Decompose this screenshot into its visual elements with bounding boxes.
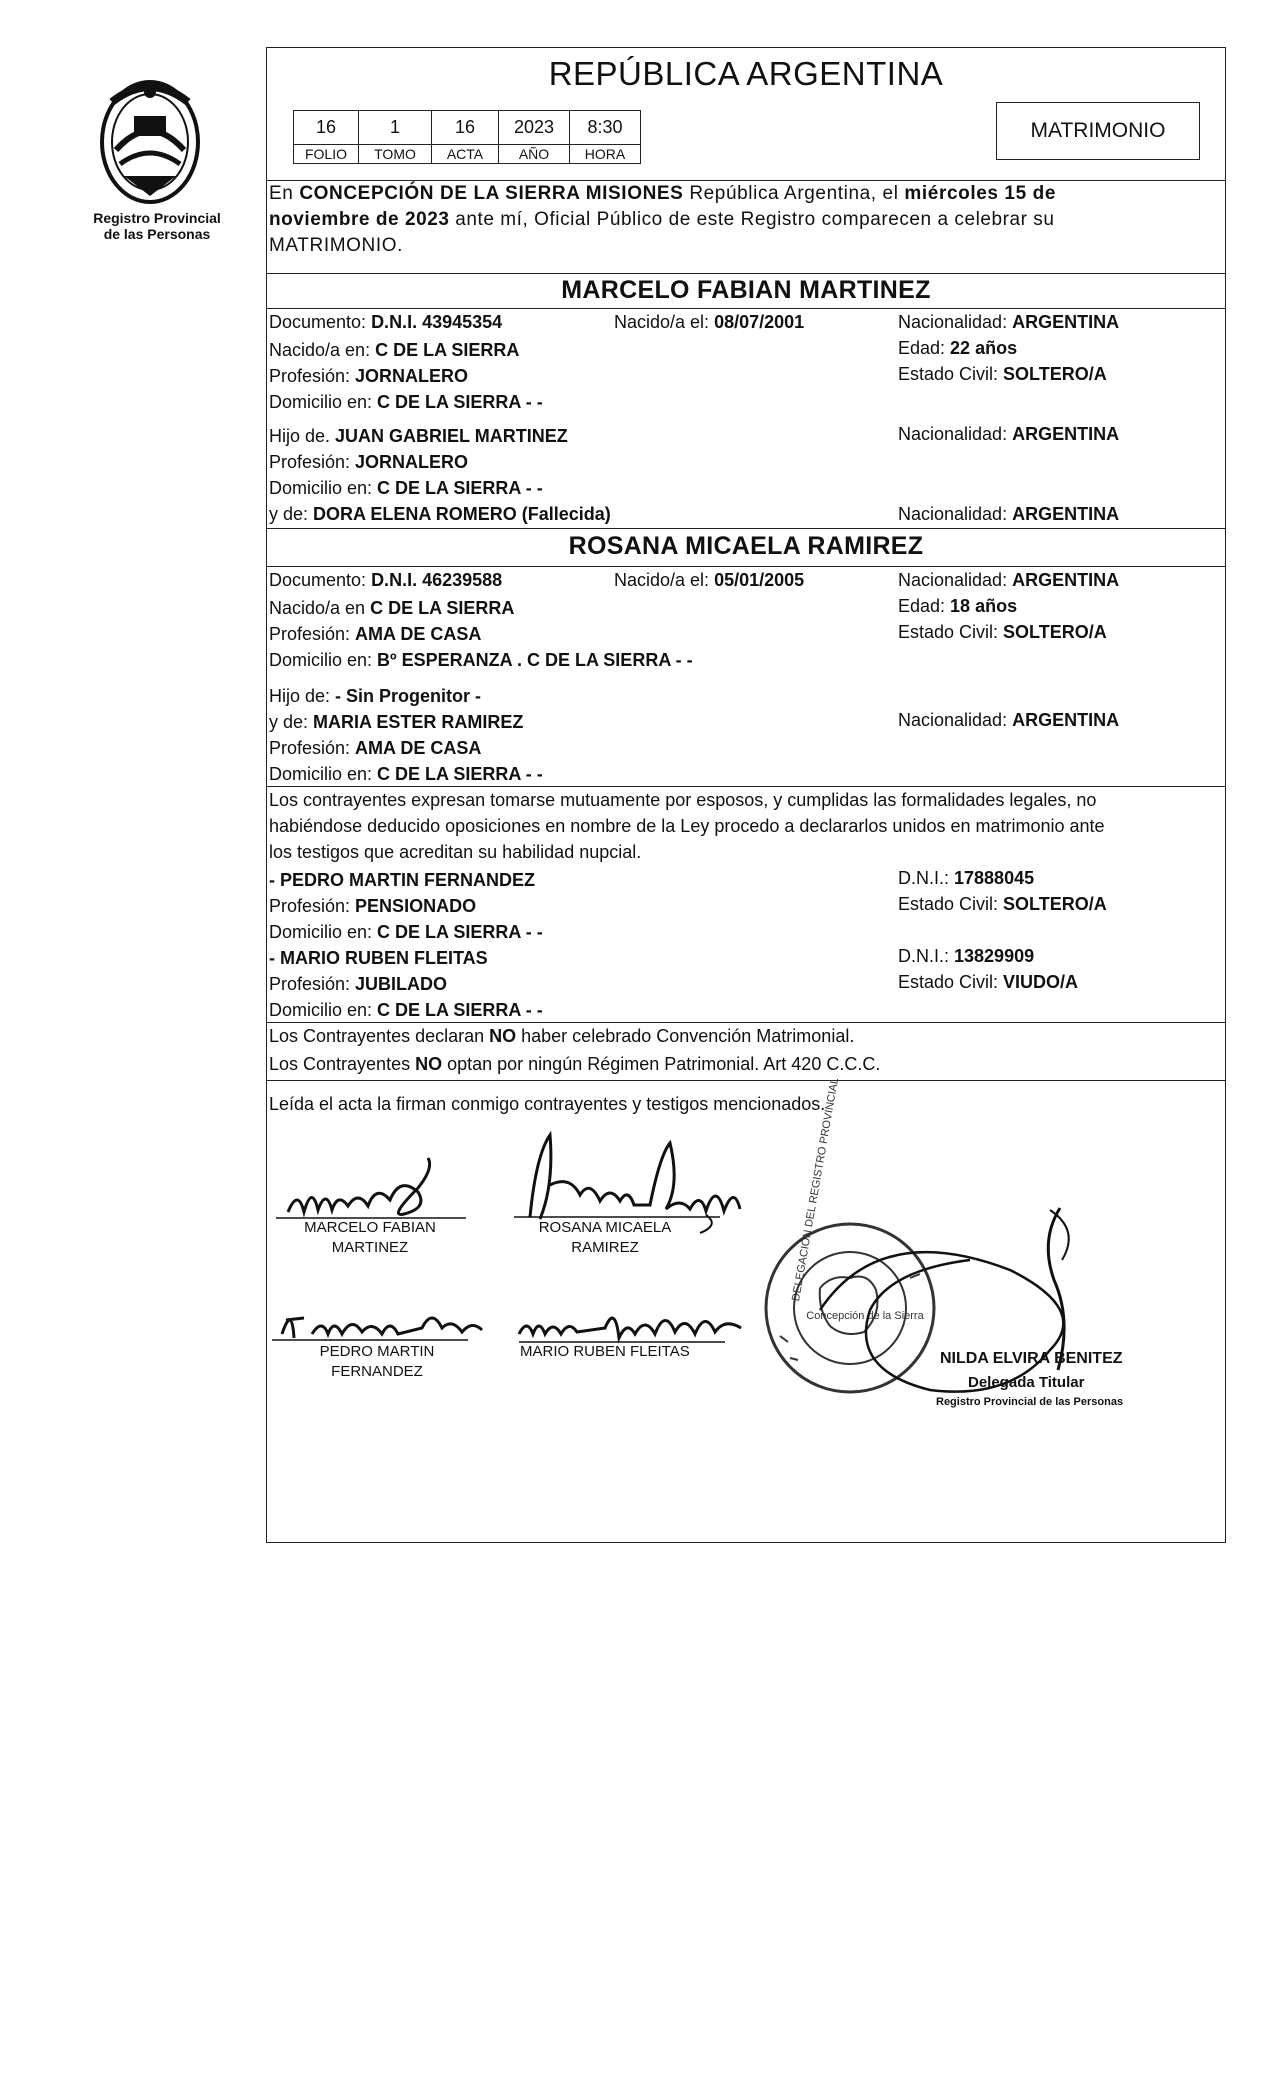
folio-value: 16 [294, 111, 359, 145]
witness-estado [898, 894, 1107, 915]
hora-label: HORA [570, 145, 641, 164]
value: C DE LA SIERRA - - [377, 922, 543, 942]
official-org: Registro Provincial de las Personas [936, 1396, 1124, 1408]
label: Profesión: [269, 452, 356, 472]
convention-line [269, 1054, 880, 1075]
acta-label: ACTA [432, 145, 499, 164]
value: SOLTERO/A [1003, 364, 1107, 384]
declaration-line: habiéndose deducido oposiciones en nombre de la Ley procedo a declararlos unidos en matrimonio ante [269, 816, 1105, 836]
label: Domicilio en: [269, 392, 378, 412]
registry-label [82, 210, 232, 242]
bride-documento [269, 570, 502, 591]
groom-mother-nacionalidad [898, 504, 1119, 525]
groom-lugar [269, 340, 519, 361]
value: Bº ESPERANZA . C DE LA SIERRA - - [377, 650, 693, 670]
groom-estado [898, 364, 1107, 385]
bride-estado [898, 622, 1107, 643]
line: ROSANA MICAELA [538, 1219, 672, 1236]
value: DORA ELENA ROMERO (Fallecida) [313, 504, 611, 524]
label: Estado Civil: [898, 622, 1004, 642]
witness1-signature-label [302, 1342, 452, 1382]
tomo-label: TOMO [359, 145, 432, 164]
groom-father-nacionalidad [898, 424, 1119, 445]
convention-line [269, 1026, 854, 1047]
bride-signature-label [530, 1218, 680, 1258]
intro-date: miércoles 15 de [904, 183, 1056, 204]
value: ARGENTINA [1012, 424, 1120, 444]
bride-father [269, 686, 481, 707]
document-title: REPÚBLICA ARGENTINA [548, 55, 944, 92]
label: Nacido/a el: [614, 570, 715, 590]
label: D.N.I.: [898, 868, 955, 888]
value: C DE LA SIERRA [375, 340, 520, 360]
bride-lugar [269, 598, 514, 619]
stamp-center-text: Concepción de la Sierra [806, 1310, 924, 1322]
label: Estado Civil: [898, 894, 1004, 914]
registry-label-line1: Registro Provincial [93, 210, 221, 226]
value: MARIA ESTER RAMIREZ [313, 712, 524, 732]
label: Nacido/a en: [269, 340, 376, 360]
groom-documento [269, 312, 502, 333]
label: Hijo de: [269, 686, 336, 706]
label: Domicilio en: [269, 650, 378, 670]
value: VIUDO/A [1003, 972, 1079, 992]
bride-mother [269, 712, 523, 733]
value: SOLTERO/A [1003, 894, 1107, 914]
groom-father [269, 426, 568, 447]
value: - MARIO RUBEN FLEITAS [269, 948, 488, 968]
bride-mother-nacionalidad [898, 710, 1119, 731]
intro-place: CONCEPCIÓN DE LA SIERRA MISIONES [299, 183, 684, 204]
value: ARGENTINA [1012, 312, 1120, 332]
witness-profesion [269, 896, 476, 917]
groom-signature-label [300, 1218, 440, 1258]
label: Estado Civil: [898, 364, 1004, 384]
value: C DE LA SIERRA - - [377, 764, 543, 784]
divider [266, 528, 1226, 529]
value: D.N.I. 43945354 [371, 312, 503, 332]
provincial-seal-icon [90, 72, 220, 212]
acta-value: 16 [432, 111, 499, 145]
groom-domicilio [269, 392, 543, 413]
label: Edad: [898, 338, 951, 358]
groom-edad [898, 338, 1017, 359]
groom-name: MARCELO FABIAN MARTINEZ [561, 276, 931, 304]
label: Nacionalidad: [898, 424, 1013, 444]
bride-nacido [614, 570, 804, 591]
label: Domicilio en: [269, 478, 378, 498]
line: MARTINEZ [331, 1239, 409, 1256]
line: MARCELO FABIAN [304, 1219, 436, 1236]
value: PENSIONADO [355, 896, 477, 916]
witness-estado [898, 972, 1078, 993]
divider [266, 1022, 1226, 1023]
line: RAMIREZ [571, 1239, 639, 1256]
divider [266, 786, 1226, 787]
groom-profesion [269, 366, 468, 387]
witness-dni [898, 868, 1034, 889]
hora-value: 8:30 [570, 111, 641, 145]
tomo-value: 1 [359, 111, 432, 145]
text: haber celebrado Convención Matrimonial. [516, 1026, 855, 1046]
groom-nacido [614, 312, 804, 333]
label: y de: [269, 504, 314, 524]
label: Nacionalidad: [898, 710, 1013, 730]
groom-nacionalidad [898, 312, 1119, 333]
value: C DE LA SIERRA - - [377, 392, 543, 412]
label: Nacionalidad: [898, 570, 1013, 590]
witness-domicilio [269, 922, 543, 943]
value: D.N.I. 46239588 [371, 570, 503, 590]
label: Domicilio en: [269, 764, 378, 784]
intro-date: noviembre de 2023 [269, 209, 450, 230]
reference-table [293, 110, 641, 164]
witness-profesion [269, 974, 447, 995]
label: Nacido/a el: [614, 312, 715, 332]
label: Nacionalidad: [898, 504, 1013, 524]
closing-statement: Leída el acta la firman conmigo contrayentes y testigos mencionados. [269, 1094, 826, 1114]
official-role: Delegada Titular [968, 1374, 1085, 1391]
value: 22 años [950, 338, 1018, 358]
value: C DE LA SIERRA [370, 598, 515, 618]
groom-father-profesion [269, 452, 468, 473]
bride-edad [898, 596, 1017, 617]
value: ARGENTINA [1012, 710, 1120, 730]
declaration-line: Los contrayentes expresan tomarse mutuamente por esposos, y cumplidas las formalidades legales, no [269, 790, 1097, 810]
intro-text: República Argentina, el [683, 183, 905, 204]
value: JORNALERO [355, 452, 469, 472]
label: Domicilio en: [269, 1000, 378, 1020]
record-type-box: MATRIMONIO [996, 102, 1200, 160]
value: 05/01/2005 [714, 570, 805, 590]
witness-name [269, 948, 488, 969]
official-name: NILDA ELVIRA BENITEZ [940, 1350, 1123, 1367]
value: JUAN GABRIEL MARTINEZ [335, 426, 568, 446]
divider [266, 308, 1226, 309]
value: SOLTERO/A [1003, 622, 1107, 642]
value: - Sin Progenitor - [335, 686, 482, 706]
value: AMA DE CASA [355, 738, 482, 758]
text: Los Contrayentes [269, 1054, 416, 1074]
emphasis: NO [415, 1054, 443, 1074]
anio-value: 2023 [499, 111, 570, 145]
divider [266, 566, 1226, 567]
bride-mother-domicilio [269, 764, 543, 785]
value: 13829909 [954, 946, 1035, 966]
line: PEDRO MARTIN [319, 1343, 435, 1360]
label: Nacionalidad: [898, 312, 1013, 332]
label: y de: [269, 712, 314, 732]
stamp-text: DELEGACIÓN DEL REGISTRO PROVINCIAL [790, 1077, 842, 1303]
bride-profesion [269, 624, 481, 645]
label: Nacido/a en [269, 598, 371, 618]
text: Los Contrayentes declaran [269, 1026, 490, 1046]
intro-text: MATRIMONIO. [269, 235, 403, 256]
text: optan por ningún Régimen Patrimonial. Art 420 C.C.C. [442, 1054, 881, 1074]
intro-paragraph [269, 181, 1221, 259]
label: Profesión: [269, 366, 356, 386]
witness2-signature-label: MARIO RUBEN FLEITAS [520, 1343, 690, 1360]
folio-label: FOLIO [294, 145, 359, 164]
value: C DE LA SIERRA - - [377, 1000, 543, 1020]
divider [266, 273, 1226, 274]
line: FERNANDEZ [331, 1363, 423, 1380]
declaration-line: los testigos que acreditan su habilidad nupcial. [269, 842, 642, 862]
value: AMA DE CASA [355, 624, 482, 644]
label: Estado Civil: [898, 972, 1004, 992]
value: JUBILADO [355, 974, 448, 994]
intro-text: En [269, 183, 300, 204]
intro-text: ante mí, Oficial Público de este Registro comparecen a celebrar su [449, 209, 1055, 230]
label: Edad: [898, 596, 951, 616]
groom-father-domicilio [269, 478, 543, 499]
witness-dni [898, 946, 1034, 967]
bride-nacionalidad [898, 570, 1119, 591]
witness-name [269, 870, 535, 891]
label: Documento: [269, 570, 372, 590]
label: Profesión: [269, 624, 356, 644]
bride-domicilio [269, 650, 693, 671]
value: ARGENTINA [1012, 504, 1120, 524]
value: 08/07/2001 [714, 312, 805, 332]
bride-mother-profesion [269, 738, 481, 759]
value: - PEDRO MARTIN FERNANDEZ [269, 870, 535, 890]
bride-name: ROSANA MICAELA RAMIREZ [568, 532, 924, 560]
registry-label-line2: de las Personas [103, 226, 211, 242]
label: Profesión: [269, 896, 356, 916]
anio-label: AÑO [499, 145, 570, 164]
label: Profesión: [269, 738, 356, 758]
label: Domicilio en: [269, 922, 378, 942]
witness-domicilio [269, 1000, 543, 1021]
official-signature [810, 1200, 1130, 1425]
label: Documento: [269, 312, 372, 332]
label: D.N.I.: [898, 946, 955, 966]
value: 17888045 [954, 868, 1035, 888]
value: JORNALERO [355, 366, 469, 386]
value: C DE LA SIERRA - - [377, 478, 543, 498]
divider [266, 1080, 1226, 1081]
value: ARGENTINA [1012, 570, 1120, 590]
emphasis: NO [489, 1026, 517, 1046]
value: 18 años [950, 596, 1018, 616]
groom-mother [269, 504, 611, 525]
label: Hijo de. [269, 426, 336, 446]
label: Profesión: [269, 974, 356, 994]
